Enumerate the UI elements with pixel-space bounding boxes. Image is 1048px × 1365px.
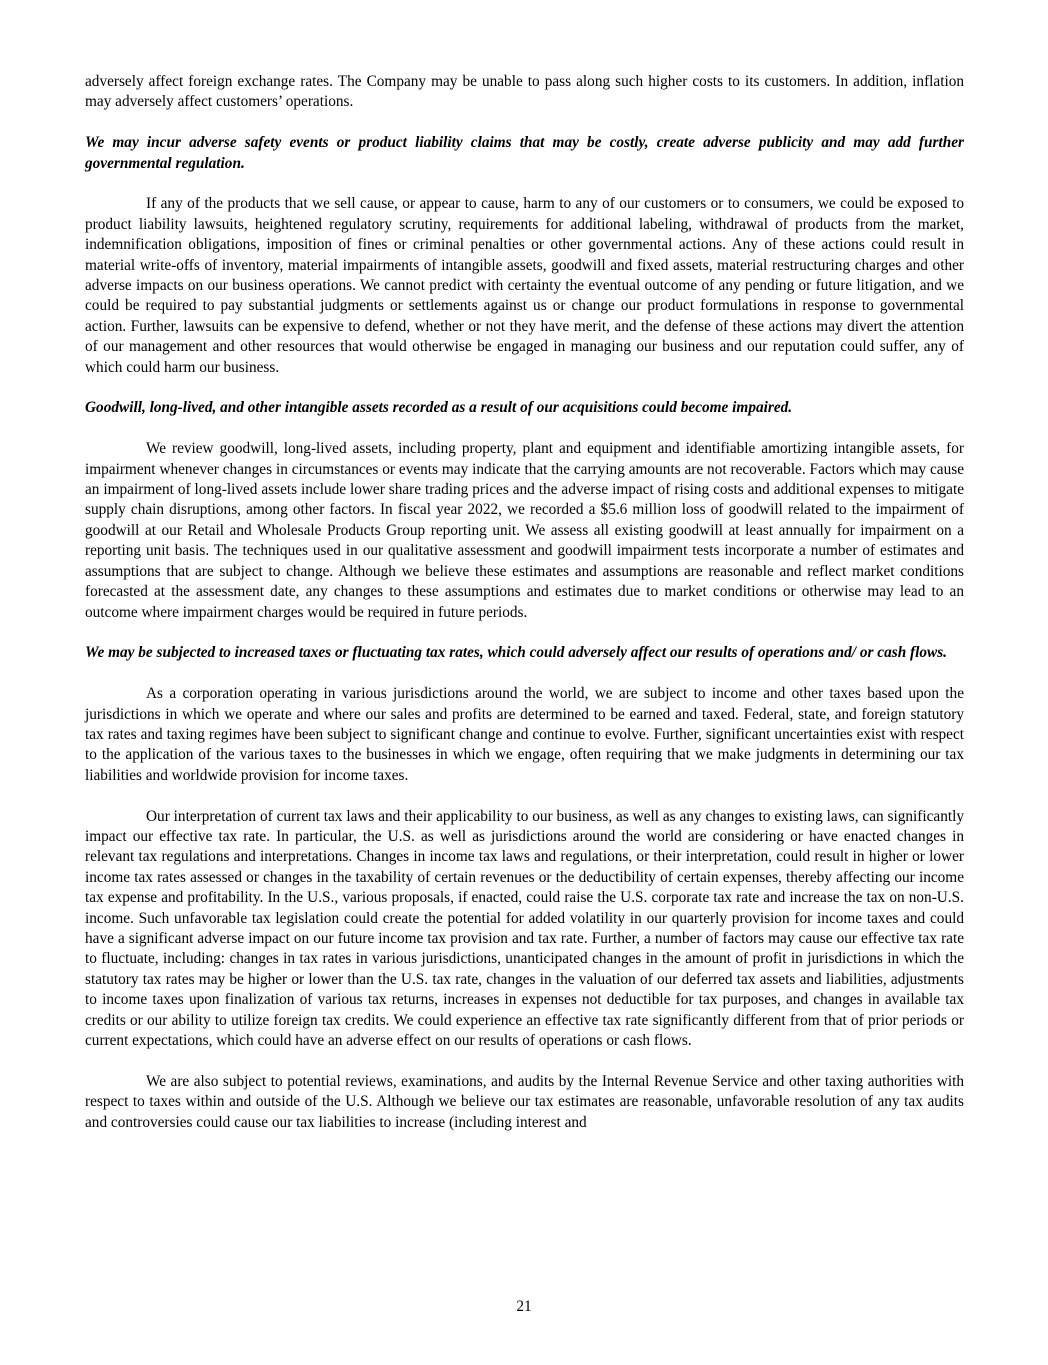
paragraph-goodwill: We review goodwill, long-lived assets, including property, plant and equipment and identifiable amortizing intangible assets, for impairment whenever changes in circumstances or events may indicate that the carrying amounts are not recoverable. Factors which may cause an impairment of long-lived assets include lower share trading prices and the adverse impact of rising costs and additional expenses to mitigate supply chain disruptions, among other factors. In fiscal year 2022, we recorded a $5.6 million loss of goodwill related to the impairment of goodwill at our Retail and Wholesale Products Group reporting unit. We assess all existing goodwill at least annually for impairment on a reporting unit basis. The techniques used in our qualitative assessment and goodwill impairment tests incorporate a number of estimates and assumptions that are subject to change. Although we believe these estimates and assumptions are reasonable and reflect market conditions forecasted at the assessment date, any changes to these assumptions and estimates due to market conditions or otherwise may lead to an outcome where impairment charges would be required in future periods. bbox=[85, 440, 964, 621]
section-heading-product-liability: We may incur adverse safety events or product liability claims that may be costly, create adverse publicity and may add further governmental regulation. bbox=[85, 134, 964, 172]
paragraph-tax-interpretation: Our interpretation of current tax laws and their applicability to our business, as well as any changes to existing laws, can significantly impact our effective tax rate. In particular, the U.S. as well as jurisdictions around the world are considering or have enacted changes in relevant tax regulations and interpretations. Changes in income tax laws and regulations, or their interpretation, could result in higher or lower income tax rates assessed or changes in the taxability of certain revenues or the deductibility of certain expenses, thereby affecting our income tax expense and profitability. In the U.S., various proposals, if enacted, could raise the U.S. corporate tax rate and increase the tax on non-U.S. income. Such unfavorable tax legislation could create the potential for added volatility in our quarterly provision for income taxes and could have a significant adverse impact on our future income tax provision and tax rate. Further, a number of factors may cause our effective tax rate to fluctuate, including: changes in tax rates in various jurisdictions, unanticipated changes in the amount of profit in jurisdictions in which the statutory tax rates may be higher or lower than the U.S. tax rate, changes in the valuation of our deferred tax assets and liabilities, adjustments to income taxes upon finalization of various tax returns, increases in expenses not deductible for tax purposes, and changes in available tax credits or our ability to utilize foreign tax credits. We could experience an effective tax rate significantly different from that of prior periods or current expectations, which could have an adverse effect on our results of operations or cash flows. bbox=[85, 807, 964, 1049]
section-heading-goodwill: Goodwill, long-lived, and other intangible assets recorded as a result of our acquisitions could become impaired. bbox=[85, 399, 793, 417]
page-number: 21 bbox=[516, 1298, 532, 1315]
continuation-paragraph: adversely affect foreign exchange rates. The Company may be unable to pass along such higher costs to its customers. In addition, inflation may adversely affect customers’ operations. bbox=[85, 73, 964, 111]
section-heading-taxes: We may be subjected to increased taxes or fluctuating tax rates, which could adversely affect our results of operations and/ or cash flows. bbox=[85, 644, 948, 662]
paragraph-tax-audits: We are also subject to potential reviews, examinations, and audits by the Internal Revenue Service and other taxing authorities with respect to taxes within and outside of the U.S. Although we believe our tax estimates are reasonable, unfavorable resolution of any tax audits and controversies could cause our tax liabilities to increase (including interest and bbox=[85, 1072, 964, 1131]
paragraph-product-liability: If any of the products that we sell cause, or appear to cause, harm to any of our customers or to consumers, we could be exposed to product liability lawsuits, heightened regulatory scrutiny, requirements for additional labeling, withdrawal of products from the market, indemnification obligations, imposition of fines or criminal penalties or other governmental actions. Any of these actions could result in material write-offs of inventory, material impairments of intangible assets, goodwill and fixed assets, material restructuring charges and other adverse impacts on our business operations. We cannot predict with certainty the eventual outcome of any pending or future litigation, and we could be required to pay substantial judgments or settlements against us or change our product formulations in response to governmental action. Further, lawsuits can be expensive to defend, whether or not they have merit, and the defense of these actions may divert the attention of our management and other resources that would otherwise be engaged in managing our business and our reputation could suffer, any of which could harm our business. bbox=[85, 195, 964, 376]
paragraph-tax-jurisdictions: As a corporation operating in various jurisdictions around the world, we are subject to income and other taxes based upon the jurisdictions in which we operate and where our sales and profits are determined to be earned and taxed. Federal, state, and foreign statutory tax rates and taxing regimes have been subject to significant change and continue to evolve. Further, significant uncertainties exist with respect to the application of the various taxes to the businesses in which we engage, often requiring that we make judgments in determining our tax liabilities and worldwide provision for income taxes. bbox=[85, 685, 964, 784]
page-body bbox=[85, 72, 964, 1133]
